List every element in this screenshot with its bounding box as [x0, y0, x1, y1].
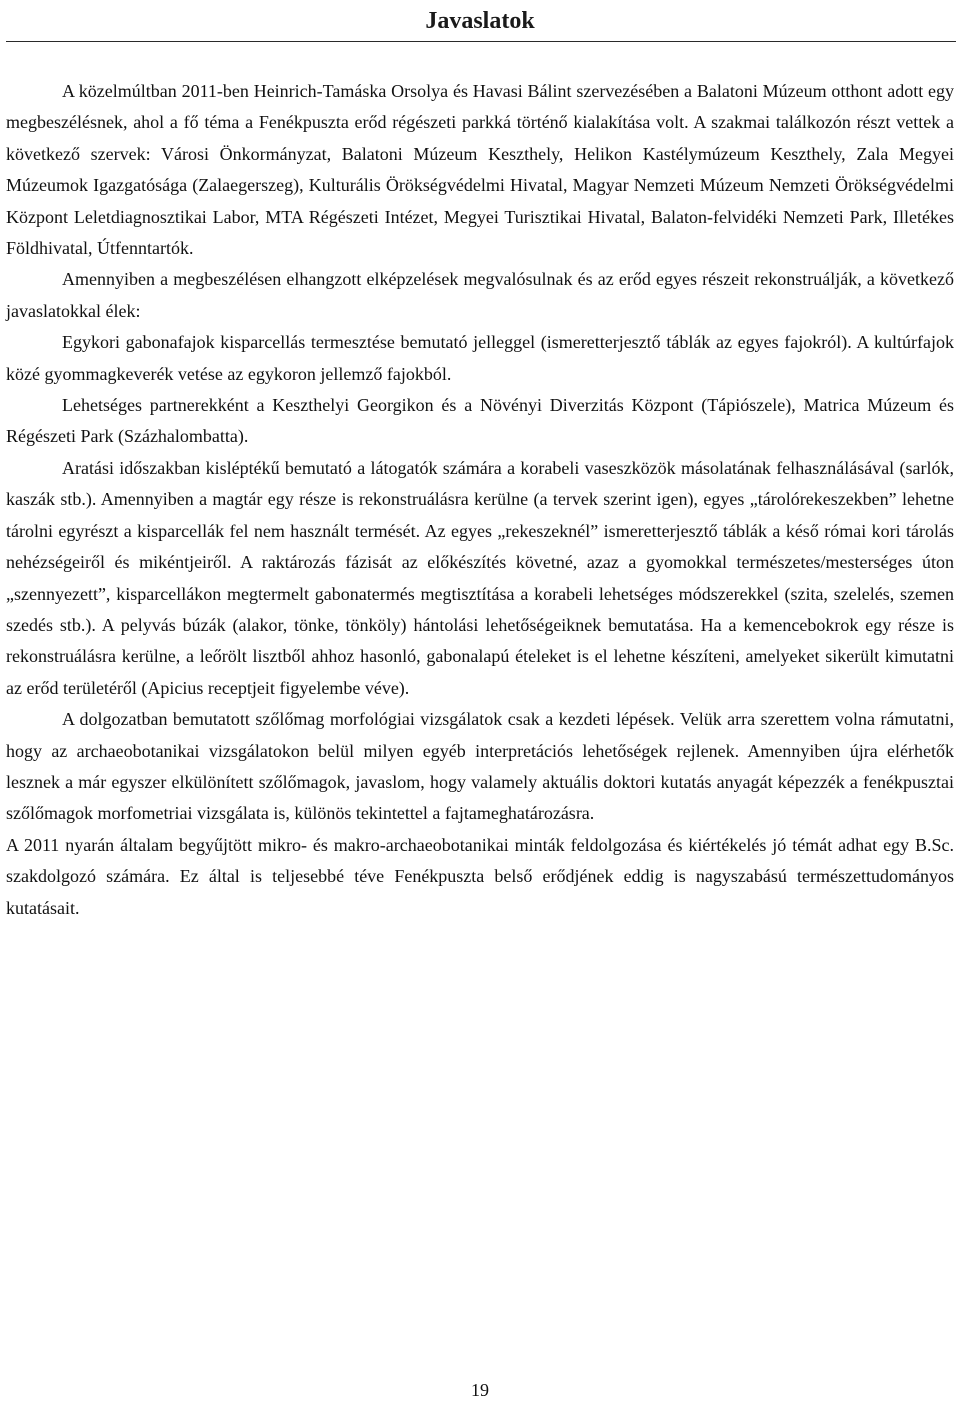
paragraph-partners: Lehetséges partnerekként a Keszthelyi Georgikon és a Növényi Diverzitás Központ (Tápiószele), Matrica Múzeum és Régészeti Park (Százhalombatta).	[6, 395, 954, 447]
paragraph-meeting: A közelmúltban 2011-ben Heinrich-Tamáska Orsolya és Havasi Bálint szervezésében a Balatoni Múzeum otthont adott egy megbeszélésnek, ahol a fő téma a Fenékpuszta erőd régészeti parkká történő kialakítása volt. A szakmai találkozón részt vettek a következő szervek: Városi Önkormányzat, Balatoni Múzeum Keszthely, Helikon Kastélymúzeum Keszthely, Zala Megyei Múzeumok Igazgatósága (Zalaegerszeg), Kulturális Örökségvédelmi Hivatal, Magyar Nemzeti Múzeum Nemzeti Örökségvédelmi Központ Leletdiagnosztikai Labor, MTA Régészeti Intézet, Megyei Turisztikai Hivatal, Balaton-felvidéki Nemzeti Park, Illetékes Földhivatal, Útfenntartók.	[6, 81, 954, 259]
paragraph-cereal-cultivation: Egykori gabonafajok kisparcellás termesztése bemutató jelleggel (ismeretterjesztő táblák az egyes fajokról). A kultúrfajok közé gyommagkeverék vetése az egykoron jellemző fajokból.	[6, 332, 954, 384]
paragraph-proposals-intro: Amennyiben a megbeszélésen elhangzott elképzelések megvalósulnak és az erőd egyes részeit rekonstruálják, a következő javaslatokkal élek:	[6, 269, 954, 321]
paragraph-grape-seeds: A dolgozatban bemutatott szőlőmag morfológiai vizsgálatok csak a kezdeti lépések. Velük arra szerettem volna rámutatni, hogy az archaeobotanikai vizsgálatokon belül milyen egyéb interpretációs lehetőségek rejlenek. Amennyiben újra elérhetők lesznek a már egyszer elkülönített szőlőmagok, javaslom, hogy valamely aktuális doktori kutatás anyagát képezzék a fenékpusztai szőlőmagok morfometriai vizsgálata is, különös tekintettel a fajtameghatározásra.	[6, 709, 954, 824]
paragraph-samples: A 2011 nyarán általam begyűjtött mikro- és makro-archaeobotanikai minták feldolgozása és kiértékelés jó témát adhat egy B.Sc. szakdolgozó számára. Ez által is teljesebbé téve Fenékpuszta belső erődjének eddig is nagyszabású természettudományos kutatásait.	[6, 834, 954, 918]
paragraph-harvest-demo: Aratási időszakban kisléptékű bemutató a látogatók számára a korabeli vaseszközök másolatának felhasználásával (sarlók, kaszák stb.). Amennyiben a magtár egy része is rekonstruálásra kerülne (a tervek szerint igen), egyes „tárolórekeszekben” lehetne tárolni egyrészt a kisparcellák fel nem használt termését. Az egyes „rekeszeknél” ismeretterjesztő táblák a késő római kori tárolás nehézségeiről és mikéntjeiről. A raktározás fázisát az előkészítés követné, azaz a gyomokkal természetes/mesterséges úton „szennyezett”, kisparcellákon megtermelt gabonatermés megtisztítása a korabeli lehetséges módszerekkel (szita, szelelés, szemen szedés stb.). A pelyvás búzák (alakor, tönke, tönköly) hántolási lehetőségeiknek bemutatása. Ha a kemencebokrok egy része is rekonstruálásra kerülne, a leőrölt lisztből ahhoz hasonló, gabonalapú ételeket is el lehetne készíteni, amelyeket sikerült kimutatni az erőd területéről (Apicius receptjeit figyelembe véve).	[6, 457, 954, 698]
page-number: 19	[471, 1380, 489, 1400]
page-heading: Javaslatok	[425, 8, 535, 34]
body-text	[6, 76, 954, 924]
heading-rule	[6, 41, 956, 42]
